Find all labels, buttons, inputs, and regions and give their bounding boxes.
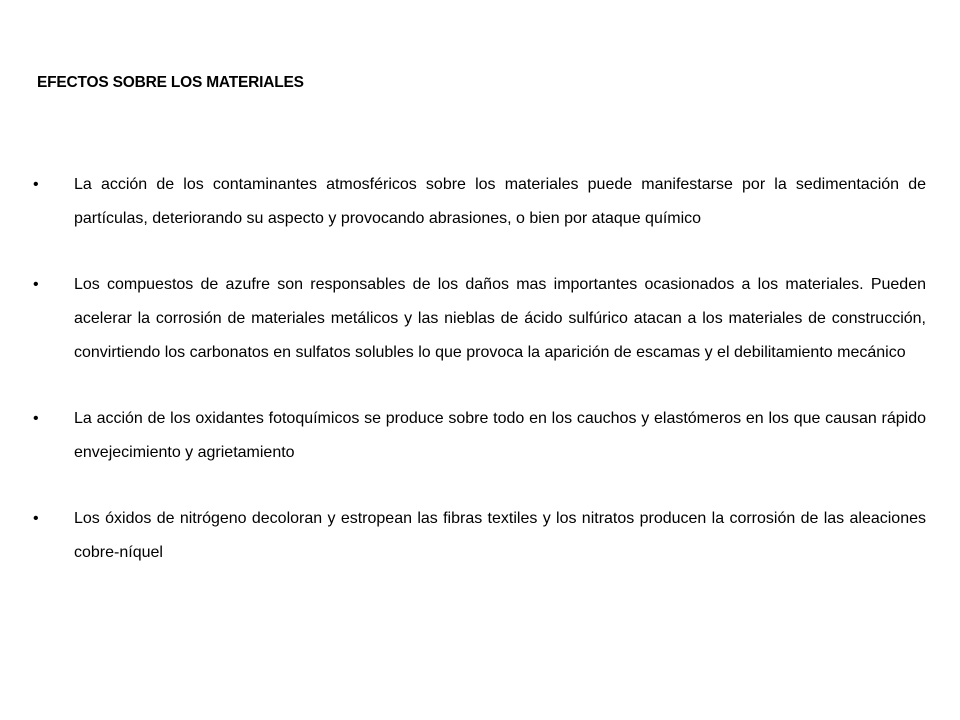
bullet-item xyxy=(33,268,926,370)
bullet-icon: • xyxy=(33,410,39,427)
bullet-text: La acción de los contaminantes atmosféricos sobre los materiales puede manifestarse por la sedimentación de partículas, deteriorando su aspecto y provocando abrasiones, o bien por ataque químico xyxy=(74,176,926,227)
bullet-icon: • xyxy=(33,176,39,193)
bullet-text: Los óxidos de nitrógeno decoloran y estropean las fibras textiles y los nitratos producen la corrosión de las aleaciones cobre-níquel xyxy=(74,510,926,561)
bullet-item xyxy=(33,168,926,236)
bullet-item xyxy=(33,502,926,570)
bullet-icon: • xyxy=(33,276,39,293)
bullet-list xyxy=(33,168,926,570)
slide-title: EFECTOS SOBRE LOS MATERIALES xyxy=(37,74,304,91)
bullet-text: Los compuestos de azufre son responsables de los daños mas importantes ocasionados a los materiales. Pueden acelerar la corrosión de materiales metálicos y las nieblas de ácido sulfúrico atacan a los materiales de construcción, convirtiendo los carbonatos en sulfatos solubles lo que provoca la aparición de escamas y el debilitamiento mecánico xyxy=(74,276,926,361)
bullet-text: La acción de los oxidantes fotoquímicos se produce sobre todo en los cauchos y elastómeros en los que causan rápido envejecimiento y agrietamiento xyxy=(74,410,926,461)
bullet-icon: • xyxy=(33,510,39,527)
bullet-item xyxy=(33,402,926,470)
